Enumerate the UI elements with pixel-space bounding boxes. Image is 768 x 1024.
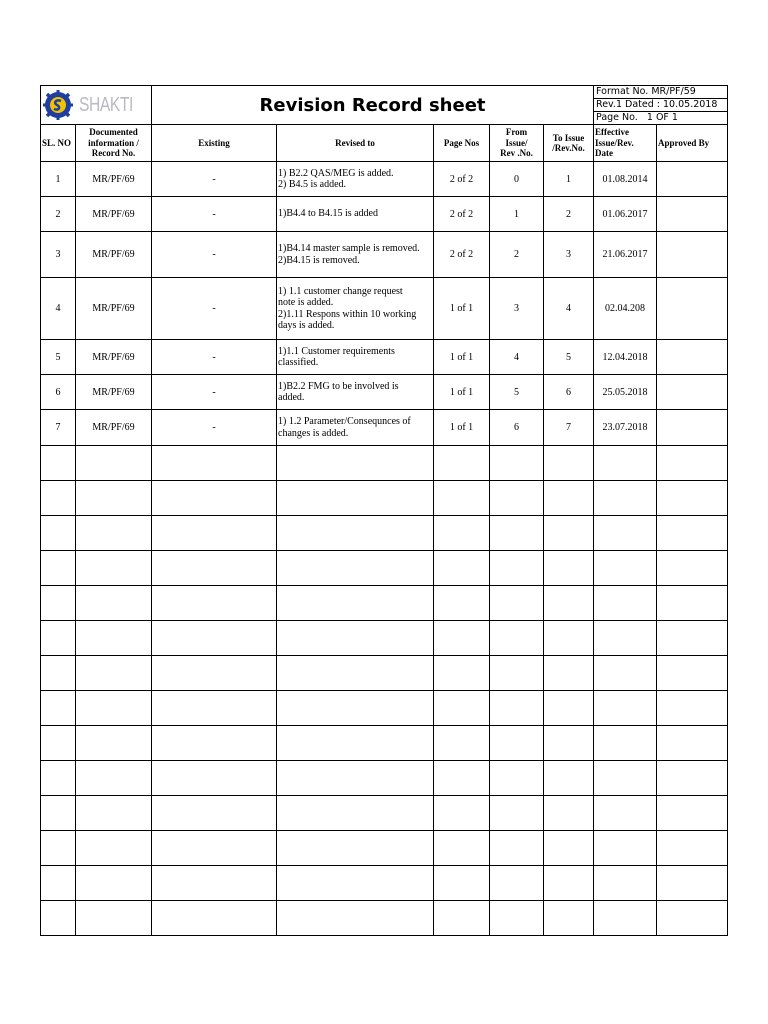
page-nos-cell: 2 of 2 <box>434 162 490 197</box>
empty-cell <box>544 621 594 656</box>
empty-cell <box>152 656 277 691</box>
table-row <box>41 232 728 278</box>
empty-table-row <box>41 516 728 551</box>
empty-cell <box>594 551 657 586</box>
approved-by-cell <box>657 197 728 232</box>
empty-cell <box>277 691 434 726</box>
revision-record-table <box>40 85 728 936</box>
existing-cell: - <box>152 232 277 278</box>
empty-table-row <box>41 551 728 586</box>
empty-cell <box>41 586 76 621</box>
empty-cell <box>277 446 434 481</box>
revised-cell <box>277 232 434 278</box>
brand-name: SHAKTI <box>79 93 134 116</box>
empty-cell <box>434 621 490 656</box>
empty-cell <box>41 691 76 726</box>
empty-cell <box>277 726 434 761</box>
empty-cell <box>152 446 277 481</box>
company-logo-icon <box>43 90 73 120</box>
effective-date-cell: 21.06.2017 <box>594 232 657 278</box>
empty-cell <box>41 761 76 796</box>
existing-cell: - <box>152 340 277 375</box>
empty-cell <box>434 446 490 481</box>
document-cell: MR/PF/69 <box>76 375 152 410</box>
approved-by-cell <box>657 278 728 340</box>
empty-cell <box>41 551 76 586</box>
page-nos-cell: 1 of 1 <box>434 375 490 410</box>
col-to-line: /Rev.No. <box>552 143 585 153</box>
empty-cell <box>544 516 594 551</box>
col-documented-line: Documented <box>89 127 138 138</box>
effective-date-cell: 02.04.208 <box>594 278 657 340</box>
approved-by-cell <box>657 162 728 197</box>
empty-cell <box>76 586 152 621</box>
from-issue-cell: 4 <box>490 340 544 375</box>
empty-cell <box>41 726 76 761</box>
empty-cell <box>544 796 594 831</box>
empty-cell <box>152 831 277 866</box>
empty-cell <box>657 551 728 586</box>
empty-cell <box>152 761 277 796</box>
col-approved-by: Approved By <box>657 125 728 162</box>
revised-cell <box>277 278 434 340</box>
empty-cell <box>544 446 594 481</box>
existing-cell: - <box>152 375 277 410</box>
empty-cell <box>41 901 76 936</box>
effective-date-cell: 01.08.2014 <box>594 162 657 197</box>
col-documented-line: information / <box>88 137 139 148</box>
empty-cell <box>76 446 152 481</box>
empty-cell <box>594 446 657 481</box>
empty-cell <box>277 516 434 551</box>
col-effective <box>594 125 657 162</box>
approved-by-cell <box>657 340 728 375</box>
empty-cell <box>76 516 152 551</box>
empty-cell <box>434 761 490 796</box>
revised-line: 1) 1.1 customer change request <box>278 285 403 297</box>
document-cell: MR/PF/69 <box>76 278 152 340</box>
sl-no-cell: 2 <box>41 197 76 232</box>
empty-cell <box>152 621 277 656</box>
empty-cell <box>490 761 544 796</box>
sl-no-cell: 4 <box>41 278 76 340</box>
revised-cell <box>277 340 434 375</box>
empty-cell <box>76 551 152 586</box>
empty-cell <box>657 586 728 621</box>
empty-cell <box>76 761 152 796</box>
empty-cell <box>152 551 277 586</box>
effective-date-cell: 01.06.2017 <box>594 197 657 232</box>
empty-cell <box>594 866 657 901</box>
empty-cell <box>152 691 277 726</box>
empty-cell <box>76 901 152 936</box>
page-number <box>594 112 728 125</box>
revised-line: 2) B4.5 is added. <box>278 179 347 190</box>
page-nos-cell: 2 of 2 <box>434 232 490 278</box>
revised-line: note is added. <box>278 297 334 308</box>
revised-line: days is added. <box>278 320 335 331</box>
revised-line: added. <box>278 392 305 403</box>
sl-no-cell: 6 <box>41 375 76 410</box>
empty-cell <box>434 551 490 586</box>
empty-cell <box>657 901 728 936</box>
empty-cell <box>490 446 544 481</box>
empty-cell <box>76 831 152 866</box>
empty-cell <box>277 866 434 901</box>
empty-cell <box>490 831 544 866</box>
from-issue-cell: 0 <box>490 162 544 197</box>
empty-cell <box>657 831 728 866</box>
empty-cell <box>76 621 152 656</box>
page-label: Page No. <box>596 112 638 123</box>
empty-cell <box>594 691 657 726</box>
empty-cell <box>152 726 277 761</box>
document-cell: MR/PF/69 <box>76 162 152 197</box>
empty-cell <box>657 446 728 481</box>
empty-cell <box>76 796 152 831</box>
empty-cell <box>490 726 544 761</box>
from-issue-cell: 3 <box>490 278 544 340</box>
empty-cell <box>277 831 434 866</box>
to-issue-cell: 2 <box>544 197 594 232</box>
empty-table-row <box>41 866 728 901</box>
existing-cell: - <box>152 278 277 340</box>
empty-cell <box>657 621 728 656</box>
table-row <box>41 197 728 232</box>
empty-cell <box>434 726 490 761</box>
approved-by-cell <box>657 375 728 410</box>
empty-cell <box>76 656 152 691</box>
empty-cell <box>594 831 657 866</box>
page-nos-cell: 2 of 2 <box>434 197 490 232</box>
empty-table-row <box>41 481 728 516</box>
empty-cell <box>657 866 728 901</box>
empty-cell <box>490 901 544 936</box>
empty-cell <box>594 726 657 761</box>
col-from-line: Issue/ <box>505 137 528 148</box>
empty-table-row <box>41 796 728 831</box>
empty-cell <box>76 481 152 516</box>
empty-table-row <box>41 761 728 796</box>
revision-info: Rev.1 Dated : 10.05.2018 <box>594 99 728 112</box>
empty-cell <box>490 586 544 621</box>
to-issue-cell: 1 <box>544 162 594 197</box>
from-issue-cell: 1 <box>490 197 544 232</box>
empty-cell <box>490 796 544 831</box>
empty-cell <box>544 481 594 516</box>
empty-cell <box>434 656 490 691</box>
empty-cell <box>277 551 434 586</box>
empty-cell <box>152 866 277 901</box>
empty-table-row <box>41 621 728 656</box>
document-cell: MR/PF/69 <box>76 340 152 375</box>
page-nos-cell: 1 of 1 <box>434 278 490 340</box>
format-number: Format No. MR/PF/59 <box>594 86 728 99</box>
revised-line: classified. <box>278 357 319 368</box>
revised-line: 1)1.1 Customer requirements <box>278 345 395 357</box>
empty-cell <box>490 481 544 516</box>
approved-by-cell <box>657 410 728 446</box>
empty-cell <box>277 796 434 831</box>
empty-cell <box>544 551 594 586</box>
col-existing: Existing <box>152 125 277 162</box>
empty-cell <box>544 726 594 761</box>
empty-cell <box>277 901 434 936</box>
empty-cell <box>594 516 657 551</box>
page-value: 1 OF 1 <box>646 112 678 123</box>
to-issue-cell: 6 <box>544 375 594 410</box>
empty-table-row <box>41 586 728 621</box>
empty-cell <box>490 691 544 726</box>
empty-cell <box>434 831 490 866</box>
col-to-issue <box>544 125 594 162</box>
empty-cell <box>152 586 277 621</box>
table-row <box>41 162 728 197</box>
table-row <box>41 278 728 340</box>
empty-cell <box>544 761 594 796</box>
revised-line: 1) B2.2 QAS/MEG is added. <box>278 167 394 179</box>
col-documented-line: Record No. <box>91 148 136 159</box>
col-page-nos: Page Nos <box>434 125 490 162</box>
empty-cell <box>434 901 490 936</box>
empty-cell <box>544 656 594 691</box>
empty-cell <box>490 551 544 586</box>
empty-cell <box>434 691 490 726</box>
revised-line: 1)B4.4 to B4.15 is added <box>278 208 378 220</box>
empty-cell <box>41 621 76 656</box>
existing-cell: - <box>152 162 277 197</box>
approved-by-cell <box>657 232 728 278</box>
to-issue-cell: 5 <box>544 340 594 375</box>
empty-cell <box>41 656 76 691</box>
empty-cell <box>594 901 657 936</box>
empty-table-row <box>41 831 728 866</box>
table-row <box>41 410 728 446</box>
empty-cell <box>657 656 728 691</box>
empty-cell <box>544 691 594 726</box>
empty-cell <box>544 831 594 866</box>
empty-cell <box>76 691 152 726</box>
col-to-line: To Issue <box>552 132 585 143</box>
empty-cell <box>657 516 728 551</box>
empty-table-row <box>41 691 728 726</box>
revised-cell <box>277 162 434 197</box>
existing-cell: - <box>152 410 277 446</box>
col-revised-to: Revised to <box>277 125 434 162</box>
empty-cell <box>41 446 76 481</box>
page-nos-cell: 1 of 1 <box>434 410 490 446</box>
empty-cell <box>277 481 434 516</box>
document-cell: MR/PF/69 <box>76 410 152 446</box>
empty-cell <box>544 866 594 901</box>
revised-line: 2)B4.15 is removed. <box>278 254 360 266</box>
empty-cell <box>594 586 657 621</box>
empty-cell <box>544 901 594 936</box>
effective-date-cell: 12.04.2018 <box>594 340 657 375</box>
empty-cell <box>434 481 490 516</box>
empty-cell <box>490 656 544 691</box>
table-row <box>41 340 728 375</box>
to-issue-cell: 3 <box>544 232 594 278</box>
empty-table-row <box>41 901 728 936</box>
revised-line: changes is added. <box>278 427 349 439</box>
empty-cell <box>594 761 657 796</box>
from-issue-cell: 5 <box>490 375 544 410</box>
revised-cell <box>277 197 434 232</box>
empty-cell <box>490 516 544 551</box>
effective-date-cell: 23.07.2018 <box>594 410 657 446</box>
empty-cell <box>657 796 728 831</box>
revised-cell <box>277 410 434 446</box>
revised-cell <box>277 375 434 410</box>
sl-no-cell: 3 <box>41 232 76 278</box>
empty-cell <box>277 586 434 621</box>
revised-line: 1) 1.2 Parameter/Consequnces of <box>278 416 411 427</box>
page-nos-cell: 1 of 1 <box>434 340 490 375</box>
empty-table-row <box>41 446 728 481</box>
page-title: Revision Record sheet <box>152 86 594 125</box>
empty-cell <box>434 516 490 551</box>
empty-cell <box>434 796 490 831</box>
empty-cell <box>544 586 594 621</box>
empty-cell <box>490 621 544 656</box>
empty-cell <box>277 761 434 796</box>
column-header-row <box>41 125 728 162</box>
document-cell: MR/PF/69 <box>76 232 152 278</box>
empty-cell <box>657 761 728 796</box>
empty-table-row <box>41 726 728 761</box>
col-from-line: Rev .No. <box>500 148 533 159</box>
empty-cell <box>152 516 277 551</box>
sl-no-cell: 5 <box>41 340 76 375</box>
revised-line: 1)B4.14 master sample is removed. <box>278 243 420 254</box>
empty-cell <box>594 481 657 516</box>
empty-cell <box>657 726 728 761</box>
revised-line: 1)B2.2 FMG to be involved is <box>278 380 399 392</box>
from-issue-cell: 6 <box>490 410 544 446</box>
col-effective-line: Issue/Rev. <box>595 137 634 148</box>
effective-date-cell: 25.05.2018 <box>594 375 657 410</box>
empty-cell <box>41 831 76 866</box>
col-effective-line: Effective <box>595 127 630 138</box>
empty-cell <box>76 726 152 761</box>
empty-cell <box>277 621 434 656</box>
empty-table-row <box>41 656 728 691</box>
empty-cell <box>152 481 277 516</box>
existing-cell: - <box>152 197 277 232</box>
empty-cell <box>490 866 544 901</box>
from-issue-cell: 2 <box>490 232 544 278</box>
sl-no-cell: 1 <box>41 162 76 197</box>
to-issue-cell: 7 <box>544 410 594 446</box>
table-row <box>41 375 728 410</box>
col-effective-line: Date <box>595 148 614 159</box>
empty-cell <box>41 796 76 831</box>
empty-cell <box>434 866 490 901</box>
empty-cell <box>594 621 657 656</box>
empty-cell <box>41 516 76 551</box>
empty-cell <box>594 796 657 831</box>
col-documented <box>76 125 152 162</box>
empty-cell <box>152 901 277 936</box>
col-sl-no: SL. NO <box>41 125 76 162</box>
revised-line: 2)1.11 Respons within 10 working <box>278 308 417 320</box>
empty-cell <box>152 796 277 831</box>
to-issue-cell: 4 <box>544 278 594 340</box>
col-from-issue <box>490 125 544 162</box>
logo-cell <box>41 86 152 125</box>
col-from-line: From <box>505 127 528 138</box>
empty-cell <box>594 656 657 691</box>
sl-no-cell: 7 <box>41 410 76 446</box>
empty-cell <box>277 656 434 691</box>
empty-cell <box>434 586 490 621</box>
empty-cell <box>76 866 152 901</box>
empty-cell <box>41 481 76 516</box>
document-cell: MR/PF/69 <box>76 197 152 232</box>
empty-cell <box>41 866 76 901</box>
empty-cell <box>657 481 728 516</box>
empty-cell <box>657 691 728 726</box>
